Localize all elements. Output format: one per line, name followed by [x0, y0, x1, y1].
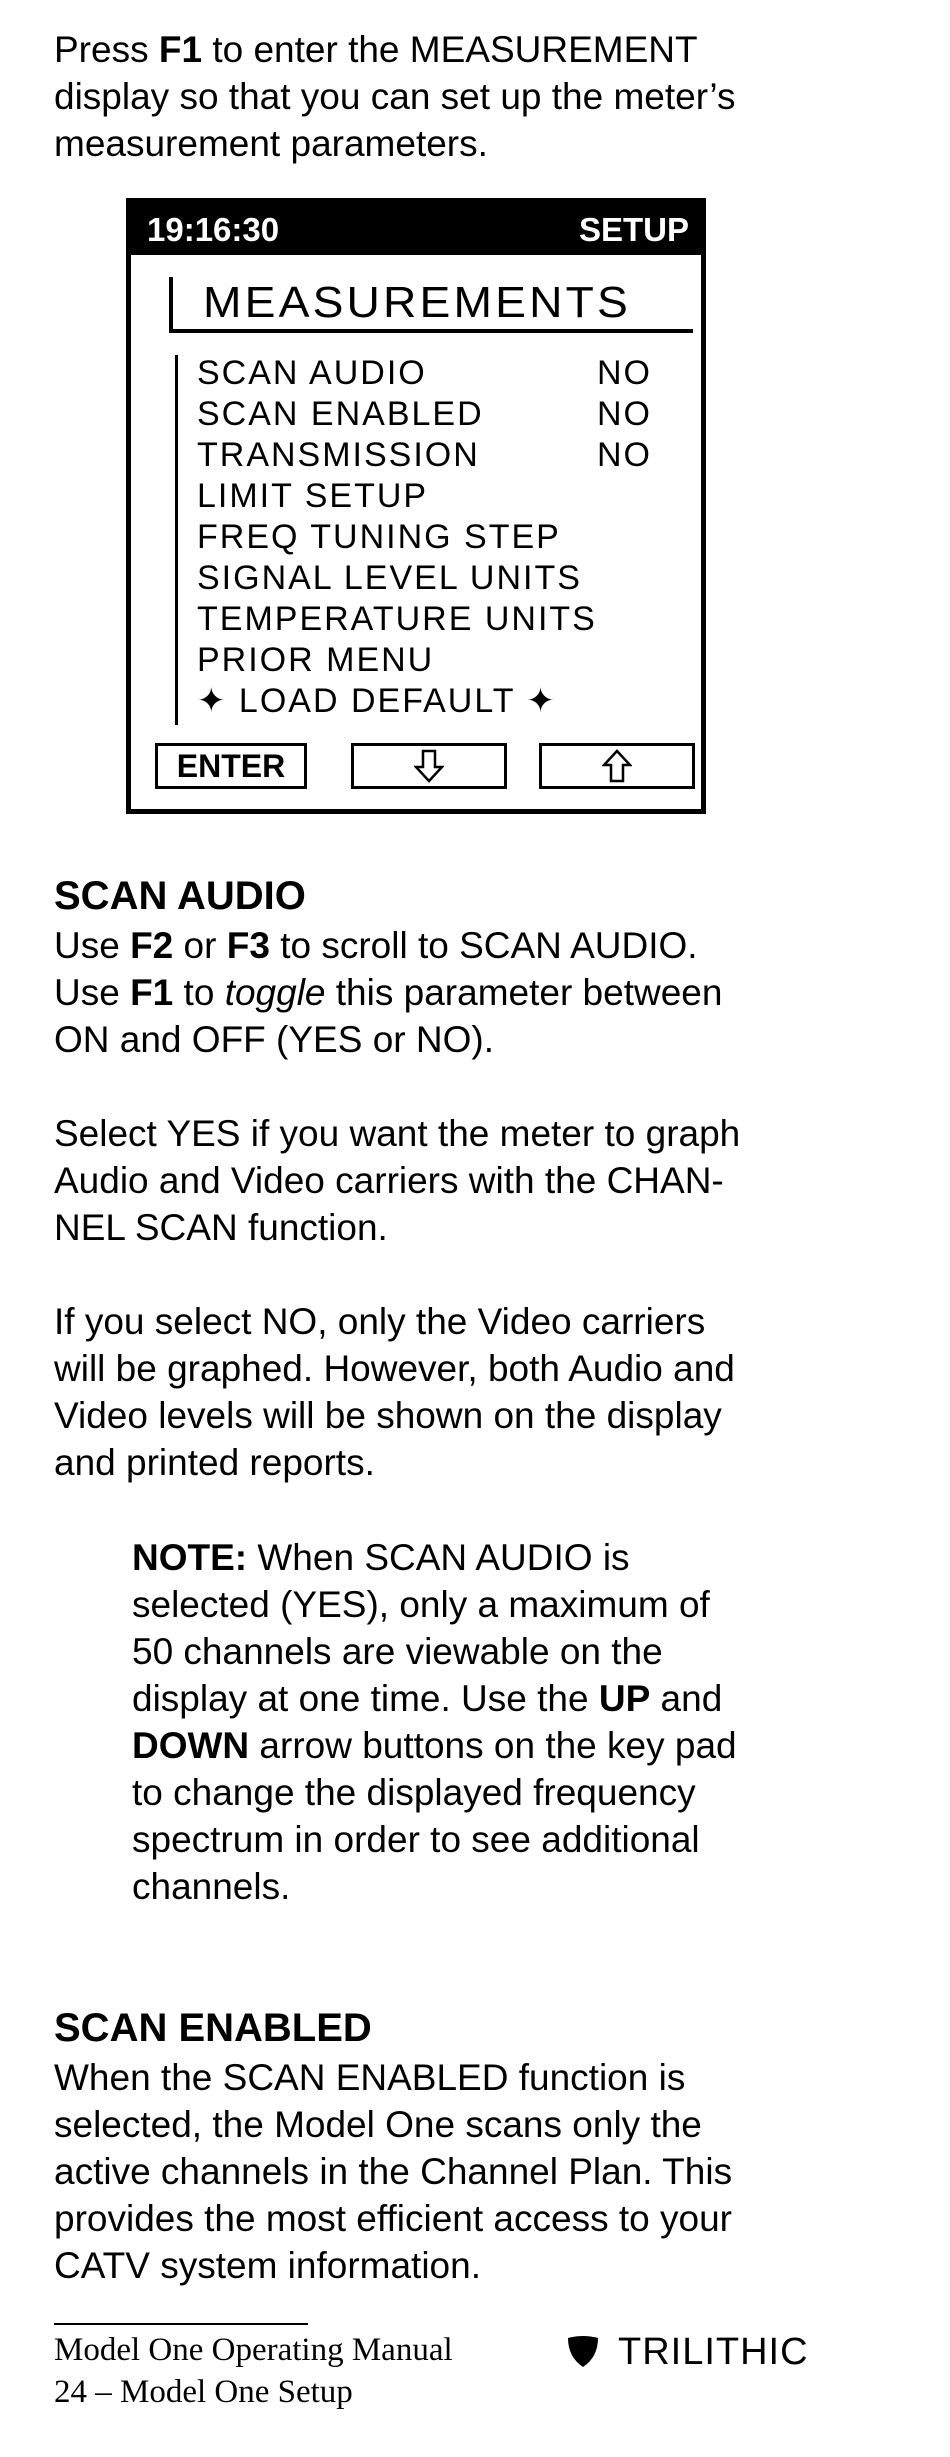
note-line: channels. — [132, 1866, 291, 1907]
brand-logo — [566, 2330, 809, 2374]
menu-item-load-default[interactable]: ✦ LOAD DEFAULT ✦ — [197, 682, 557, 720]
intro-line: Press F1 to enter the MEASUREMENT — [54, 29, 698, 70]
menu-value-transmission: NO — [597, 436, 652, 474]
scan-audio-paragraph-3 — [54, 1298, 854, 1486]
paragraph-line: ON and OFF (YES or NO). — [54, 1019, 494, 1060]
paragraph-line: NEL SCAN function. — [54, 1207, 388, 1248]
footer-page-label: 24 – Model One Setup — [54, 2374, 353, 2410]
up-softkey[interactable] — [539, 743, 695, 789]
down-arrow-icon — [414, 749, 444, 783]
paragraph-line: Use F1 to toggle this parameter between — [54, 972, 723, 1013]
paragraph-line: will be graphed. However, both Audio and — [54, 1348, 735, 1389]
paragraph-line: CATV system information. — [54, 2245, 481, 2286]
menu-item-signal-level-units[interactable]: SIGNAL LEVEL UNITS — [197, 559, 582, 597]
meter-screen — [126, 198, 706, 814]
intro-paragraph — [54, 26, 854, 167]
note-block — [132, 1534, 932, 1910]
scan-enabled-paragraph — [54, 2054, 854, 2289]
down-softkey[interactable] — [351, 743, 507, 789]
screen-title-frame — [169, 277, 693, 333]
section-heading-scan-enabled: SCAN ENABLED — [54, 2006, 372, 2050]
enter-softkey[interactable] — [155, 743, 307, 789]
note-line: 50 channels are viewable on the — [132, 1631, 663, 1672]
paragraph-line: When the SCAN ENABLED function is — [54, 2057, 686, 2098]
paragraph-line: and printed reports. — [54, 1442, 375, 1483]
menu-item-scan-audio[interactable]: SCAN AUDIO — [197, 354, 427, 392]
menu-item-limit-setup[interactable]: LIMIT SETUP — [197, 477, 429, 515]
note-line: NOTE: When SCAN AUDIO is — [132, 1537, 630, 1578]
shield-logo-icon — [566, 2335, 600, 2369]
note-line: to change the displayed frequency — [132, 1772, 696, 1813]
paragraph-line: If you select NO, only the Video carriers — [54, 1301, 706, 1342]
paragraph-line: Audio and Video carriers with the CHAN- — [54, 1160, 724, 1201]
footer-rule — [54, 2323, 308, 2325]
note-line: display at one time. Use the UP and — [132, 1678, 723, 1719]
paragraph-line: active channels in the Channel Plan. This — [54, 2151, 733, 2192]
menu-item-freq-tuning-step[interactable]: FREQ TUNING STEP — [197, 518, 561, 556]
menu-value-scan-audio: NO — [597, 354, 652, 392]
screen-mode: SETUP — [578, 211, 689, 248]
note-line: selected (YES), only a maximum of — [132, 1584, 710, 1625]
paragraph-line: Use F2 or F3 to scroll to SCAN AUDIO. — [54, 925, 698, 966]
enter-softkey-label: ENTER — [176, 747, 286, 784]
footer-manual-title: Model One Operating Manual — [54, 2332, 453, 2368]
paragraph-line: Video levels will be shown on the display — [54, 1395, 722, 1436]
menu-item-prior-menu[interactable]: PRIOR MENU — [197, 641, 435, 679]
scan-audio-paragraph-1 — [54, 922, 854, 1063]
screen-title: MEASUREMENTS — [203, 278, 631, 327]
intro-line: measurement parameters. — [54, 123, 488, 164]
intro-line: display so that you can set up the meter’s — [54, 76, 736, 117]
menu-item-scan-enabled[interactable]: SCAN ENABLED — [197, 395, 484, 433]
screen-status-bar — [131, 203, 701, 255]
section-heading-scan-audio: SCAN AUDIO — [54, 874, 306, 918]
menu-item-transmission[interactable]: TRANSMISSION — [197, 436, 480, 474]
note-line: spectrum in order to see additional — [132, 1819, 700, 1860]
paragraph-line: provides the most efficient access to your — [54, 2198, 732, 2239]
brand-name: TRILITHIC — [618, 2330, 809, 2373]
menu-item-temperature-units[interactable]: TEMPERATURE UNITS — [197, 600, 597, 638]
note-line: DOWN arrow buttons on the key pad — [132, 1725, 737, 1766]
screen-clock: 19:16:30 — [147, 211, 280, 248]
menu-value-scan-enabled: NO — [597, 395, 652, 433]
menu-rule — [175, 355, 178, 725]
up-arrow-icon — [602, 749, 632, 783]
scan-audio-paragraph-2 — [54, 1110, 854, 1251]
paragraph-line: selected, the Model One scans only the — [54, 2104, 702, 2145]
paragraph-line: Select YES if you want the meter to graph — [54, 1113, 741, 1154]
